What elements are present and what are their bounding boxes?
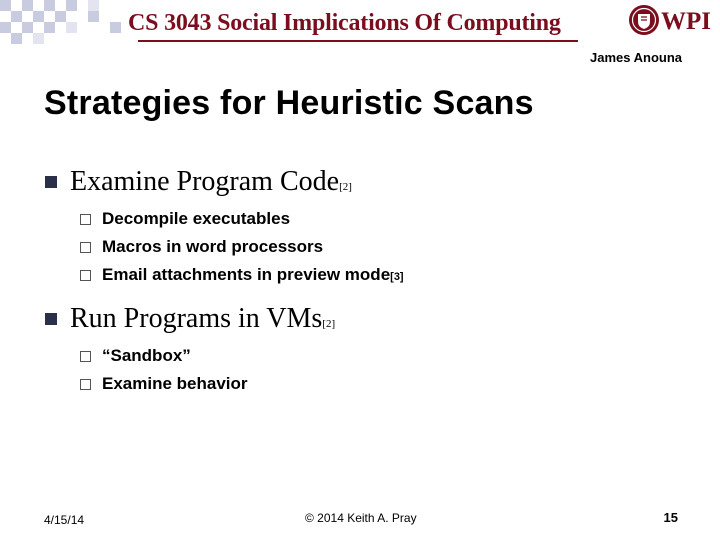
citation: [2] xyxy=(339,181,352,193)
citation: [3] xyxy=(390,271,404,283)
bullet-item xyxy=(44,301,684,342)
sub-bullet-item xyxy=(44,370,684,398)
hollow-square-bullet-icon xyxy=(80,270,91,281)
footer-date: 4/15/14 xyxy=(44,513,85,527)
slide-title: Strategies for Heuristic Scans xyxy=(44,84,534,122)
citation: [2] xyxy=(322,318,336,330)
sub-bullet-text: Macros in word processors xyxy=(102,237,324,256)
bullet-list xyxy=(44,164,684,398)
sub-bullet-item xyxy=(44,261,684,291)
sub-bullet-item xyxy=(44,233,684,261)
square-bullet-icon xyxy=(45,313,57,325)
page-number: 15 xyxy=(663,510,678,525)
sub-bullet-text: Email attachments in preview mode xyxy=(102,265,391,284)
footer-copyright: © 2014 Keith A. Pray xyxy=(305,511,417,525)
sub-bullet-text: Examine behavior xyxy=(102,374,248,393)
sub-bullet-text: Decompile executables xyxy=(102,209,291,228)
hollow-square-bullet-icon xyxy=(80,214,91,225)
svg-text:WPI: WPI xyxy=(661,8,711,35)
hollow-square-bullet-icon xyxy=(80,242,91,253)
sub-bullet-item xyxy=(44,205,684,233)
hollow-square-bullet-icon xyxy=(80,379,91,390)
bullet-text: Run Programs in VMs xyxy=(70,303,323,334)
hollow-square-bullet-icon xyxy=(80,351,91,362)
bullet-text: Examine Program Code xyxy=(70,166,340,197)
bullet-item xyxy=(44,164,684,205)
sub-bullet-text: “Sandbox” xyxy=(102,346,191,365)
square-bullet-icon xyxy=(45,176,57,188)
course-banner: CS 3043 Social Implications Of Computing xyxy=(128,10,561,36)
checker-decoration xyxy=(0,0,130,48)
author-name: James Anouna xyxy=(590,50,682,65)
wpi-logo xyxy=(627,2,717,38)
banner-rule xyxy=(138,40,578,42)
sub-bullet-item xyxy=(44,342,684,370)
